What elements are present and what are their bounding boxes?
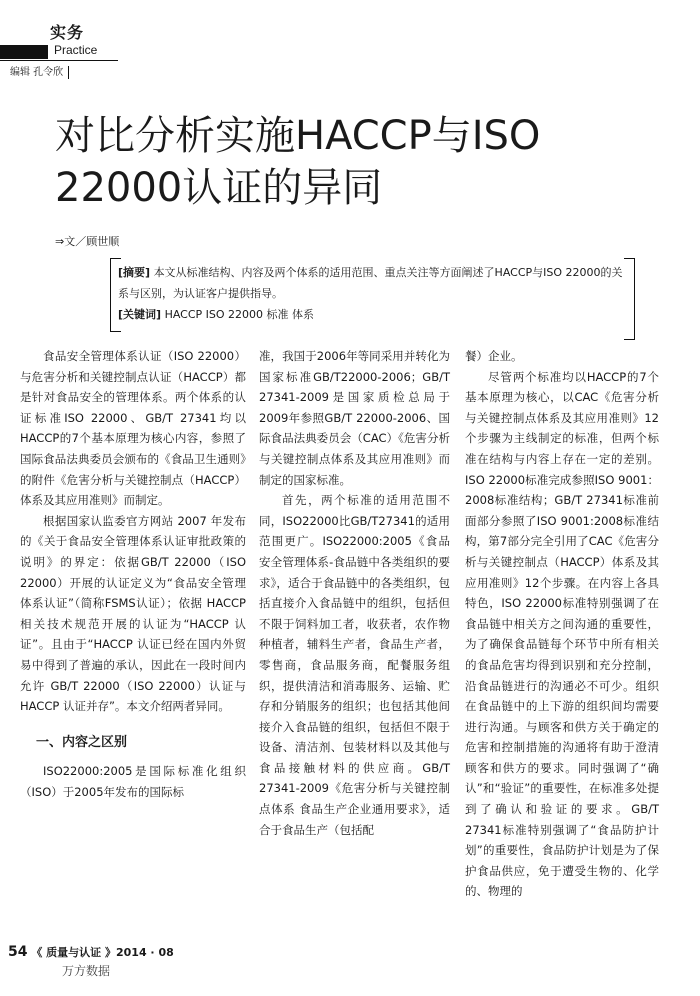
abstract [118,262,630,304]
abstract-text: 本文从标准结构、内容及两个体系的适用范围、重点关注等方面阐述了HACCP与ISO 22000的关系与区别，为认证客户提供指导。 [118,266,623,300]
abstract-text-block [118,262,630,325]
paragraph: 准，我国于2006年等同采用并转化为国家标准GB/T22000-2006；GB/T 27341-2009是国家质检总局于2009年参照GB/T 22000-2006、国际食品法典委员会（CAC）《危害分析与关键控制点体系及其应用准则》而制定的国家标准。 [259,349,450,487]
paragraph: 尽管两个标准均以HACCP的7个基本原理为核心，以CAC《危害分析与关键控制点体系及其应用准则》12个步骤为主线制定的标准，但两个标准在结构与内容上存在一定的差别。ISO 22000标准完成参照ISO 9001：2008标准结构；GB/T 27341标准前面部分参照了ISO 9001:2008标准结构，第7部分完全引用了CAC《危害分析与关键控制点（HACCP）体系及其应用准则》12个步骤。在内容上各具特色，ISO 22000标准特别强调了在食品链中相关方之间沟通的重要性，为了确保食品链每个环节中所有相关的食品危害均得到识别和充分控制，沿食品链进行的沟通必不可少。组织在食品链中的上下游的组织间均需要进行沟通。与顾客和供方关于确定的危害和控制措施的沟通将有助于澄清顾客和供方的要求。同时强调了“确认”和“验证”的重要性，在标准多处提到了确认和验证的要求。GB/T 27341标准特别强调了“食品防护计划”的重要性，食品防护计划是为了保护食品供应，免于遭受生物的、化学的、物理的 [465,369,659,899]
watermark: 万方数据 [62,964,111,978]
keywords [118,304,630,325]
page-number: 54 [8,944,28,960]
section-divider [0,60,118,61]
paragraph: 食品安全管理体系认证（ISO 22000）与危害分析和关键控制点认证（HACCP）都是针对食品安全的管理体系。两个体系的认证标准ISO 22000、GB/T 27341均以HACCP的7个基本原理为核心内容，参照了国际食品法典委员会颁布的《食品卫生通则》的附件《危害分析与关键控制点（HACCP）体系及其应用准则》而制定。 [20,349,246,508]
paragraph: 餐）企业。 [465,349,523,363]
author-line: ⇒文／顾世顺 [55,235,120,248]
paragraph: 根据国家认监委官方网站 2007 年发布的《关于食品安全管理体系认证审批政策的说明》的界定：依据GB/T 22000（ISO 22000）开展的认证定义为“食品安全管理体系认证”（简称FSMS认证）；依据 HACCP 相关技术规范开展的认证为“HACCP 认证”。且由于“HACCP 认证已经在国内外贸易中得到了普遍的承认，因此在一段时间内允许 GB/T 22000（ISO 22000）认证与 HACCP 认证并存”。本文介绍两者异同。 [20,513,246,714]
section-en: Practice [54,43,98,57]
section-bar [0,45,48,59]
journal-name: 《 质量与认证 》2014 · 08 [31,946,174,959]
paragraph: 首先，两个标准的适用范围不同，ISO22000比GB/T27341的适用范围更广。ISO22000:2005《食品安全管理体系-食品链中各类组织的要求》，适合于食品链中的各类组织，包括直接介入食品链中的组织，包括但不限于饲料加工者，收获者，农作物种植者，辅料生产者，食品生产者，零售商，食品服务商，配餐服务组织，提供清洁和消毒服务、运输、贮存和分销服务的组织；也包括其他间接介入食品链的组织，包括但不限于设备、清洁剂、包装材料以及其他与食品接触材料的供应商。GB/T 27341-2009《危害分析与关键控制点体系 食品生产企业通用要求》，适合于食品生产（包括配 [259,493,450,837]
column-2 [259,346,450,840]
column-1 [20,346,246,802]
abstract-box [110,258,635,336]
paragraph: ISO22000:2005是国际标准化组织（ISO）于2005年发布的国际标 [20,764,246,799]
column-3 [465,346,659,902]
section-name: 实务 [50,23,85,42]
editor-credit: 编辑 孔令欣 [10,66,69,79]
keywords-label: [关键词] [118,308,162,321]
keywords-text: HACCP ISO 22000 标准 体系 [164,308,315,321]
section-heading: 一、内容之区别 [36,734,128,750]
page-footer [8,944,174,960]
article-title: 对比分析实施HACCP与ISO 22000认证的异同 [55,113,541,211]
abstract-label: [摘要] [118,266,151,279]
